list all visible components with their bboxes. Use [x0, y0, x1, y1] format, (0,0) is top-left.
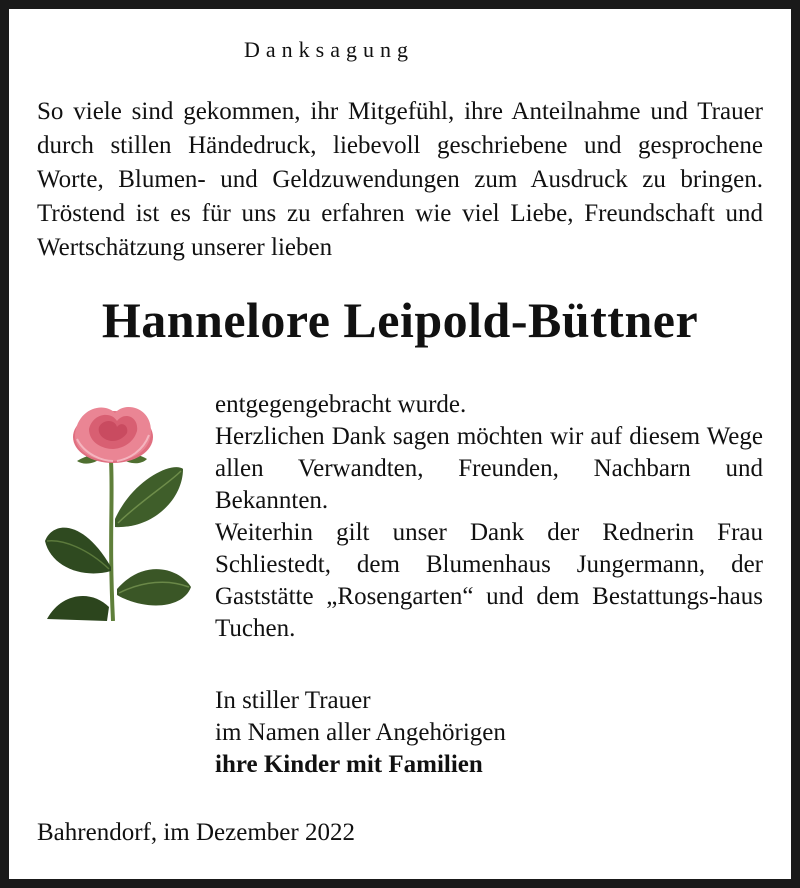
- thanks-section: [215, 389, 763, 645]
- signature-line-3: ihre Kinder mit Familien: [215, 751, 483, 778]
- notice-heading: Danksagung: [244, 37, 414, 62]
- rose-icon: [33, 399, 193, 621]
- intro-paragraph: [37, 95, 763, 265]
- body-line-1: entgegengebracht wurde.: [215, 391, 467, 418]
- further-thanks-paragraph: Weiterhin gilt unser Dank der Rednerin Frau Schliestedt, dem Blumenhaus Jungermann, der Gaststätte „Rosengarten“ und dem Bestattungs-haus Tuchen.: [215, 519, 763, 642]
- place-date: Bahrendorf, im Dezember 2022: [37, 819, 355, 846]
- intro-text: So viele sind gekommen, ihr Mitgefühl, ihre Anteilnahme und Trauer durch stillen Händedruck, liebevoll geschriebene und gesprochene Worte, Blumen- und Geldzuwendungen zum Ausdruck zu bringen. Tröstend ist es für uns zu erfahren wie viel Liebe, Freundschaft und Wertschätzung unserer lieben: [37, 98, 763, 261]
- thanks-paragraph: Herzlichen Dank sagen möchten wir auf diesem Wege allen Verwandten, Freunden, Nachbarn und Bekannten.: [215, 423, 763, 514]
- deceased-name: Hannelore Leipold-Büttner: [101, 292, 699, 348]
- signature-line-2: im Namen aller Angehörigen: [215, 719, 506, 746]
- signature-line-1: In stiller Trauer: [215, 687, 371, 714]
- signature-block: [215, 685, 763, 781]
- obituary-notice: [9, 9, 791, 879]
